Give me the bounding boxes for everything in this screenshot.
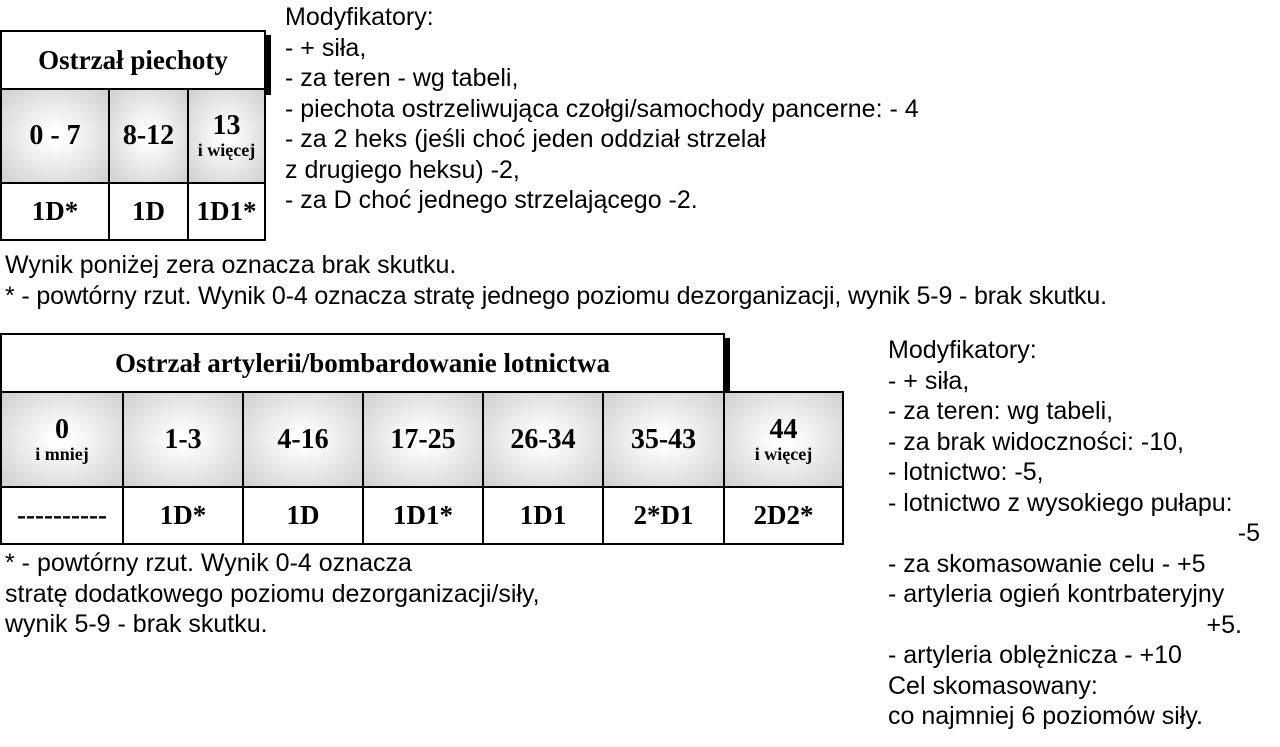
artillery-header-main: 17-25 xyxy=(390,423,456,455)
infantry-table-title: Ostrzał piechoty xyxy=(0,30,266,90)
modifier-line: - + siła, xyxy=(888,366,970,395)
artillery-header-main: 26-34 xyxy=(510,423,576,455)
infantry-result-cell: 1D xyxy=(108,182,189,241)
infantry-header-cell xyxy=(108,88,189,184)
modifier-line: - za D choć jednego strzelającego -2. xyxy=(285,186,698,214)
artillery-header-cell xyxy=(242,391,364,488)
artillery-table-title: Ostrzał artylerii/bombardowanie lotnictwa xyxy=(0,333,725,393)
infantry-header-cell xyxy=(0,88,110,184)
artillery-result-cell: 2*D1 xyxy=(602,486,725,545)
modifier-line: - lotnictwo: -5, xyxy=(888,458,1044,486)
modifier-line: Modyfikatory: xyxy=(888,336,1037,364)
note-line: Wynik poniżej zera oznacza brak skutku. xyxy=(5,251,457,279)
artillery-header-main: 35-43 xyxy=(630,423,697,455)
modifier-line: - artyleria ogień kontrbateryjny xyxy=(888,580,1225,608)
artillery-result-cell: 1D1* xyxy=(362,486,484,545)
artillery-header-cell xyxy=(723,391,844,488)
modifier-line: - piechota ostrzeliwująca czołgi/samochody pancerne: - 4 xyxy=(285,94,919,123)
modifier-line: - za teren: wg tabeli, xyxy=(888,397,1114,425)
note-line: stratę dodatkowego poziomu dezorganizacji/siły, xyxy=(5,579,540,608)
note-line: wynik 5-9 - brak skutku. xyxy=(5,610,268,638)
artillery-result-cell: 1D xyxy=(242,486,364,545)
infantry-notes xyxy=(5,250,1107,311)
artillery-header-main: 1-3 xyxy=(164,423,202,455)
modifier-line: - lotnictwo z wysokiego pułapu: xyxy=(888,488,1233,517)
artillery-modifiers xyxy=(888,335,1274,732)
infantry-header-main: 0 - 7 xyxy=(29,120,81,151)
infantry-header-sub: i więcej xyxy=(197,140,256,160)
artillery-header-cell xyxy=(482,391,604,488)
artillery-header-sub: i więcej xyxy=(754,443,813,464)
modifier-line: - + siła, xyxy=(285,33,367,62)
infantry-modifiers xyxy=(285,2,919,216)
artillery-header-cell xyxy=(0,391,124,488)
artillery-header-cell xyxy=(602,391,725,488)
artillery-result-cell: 1D1 xyxy=(482,486,604,545)
artillery-result-cell: 1D* xyxy=(122,486,244,545)
artillery-notes xyxy=(5,548,540,640)
infantry-result-cell: 1D* xyxy=(0,182,110,241)
modifier-line: +5. xyxy=(1206,610,1242,639)
modifier-line: - za 2 heks (jeśli choć jeden oddział strzelał xyxy=(285,125,766,153)
infantry-header-main: 13 xyxy=(212,110,241,141)
modifier-line: - za teren - wg tabeli, xyxy=(285,64,519,92)
modifier-line: - za brak widoczności: -10, xyxy=(888,427,1184,456)
infantry-result-cell: 1D1* xyxy=(187,182,266,241)
infantry-header-main: 8-12 xyxy=(122,120,175,151)
note-line: * - powtórny rzut. Wynik 0-4 oznacza stratę jednego poziomu dezorganizacji, wynik 5-9 - brak skutku. xyxy=(5,281,1107,310)
modifier-line: Cel skomasowany: xyxy=(888,671,1098,700)
modifier-line: z drugiego heksu) -2, xyxy=(285,155,520,184)
artillery-header-cell xyxy=(122,391,244,488)
modifier-line: -5 xyxy=(1237,519,1260,547)
infantry-header-cell xyxy=(187,88,266,184)
note-line: * - powtórny rzut. Wynik 0-4 oznacza xyxy=(5,549,412,577)
modifier-line: co najmniej 6 poziomów siły. xyxy=(888,702,1203,730)
modifier-line: - artyleria oblężnicza - +10 xyxy=(888,641,1182,669)
artillery-header-main: 0 xyxy=(55,413,69,445)
artillery-result-cell: ---------- xyxy=(0,486,124,545)
artillery-header-main: 44 xyxy=(769,413,798,445)
modifier-line: - za skomasowanie celu - +5 xyxy=(888,549,1206,578)
artillery-result-cell: 2D2* xyxy=(723,486,844,545)
artillery-header-cell xyxy=(362,391,484,488)
modifier-line: Modyfikatory: xyxy=(285,3,434,31)
artillery-header-sub: i mniej xyxy=(35,443,89,464)
artillery-header-main: 4-16 xyxy=(277,423,329,455)
